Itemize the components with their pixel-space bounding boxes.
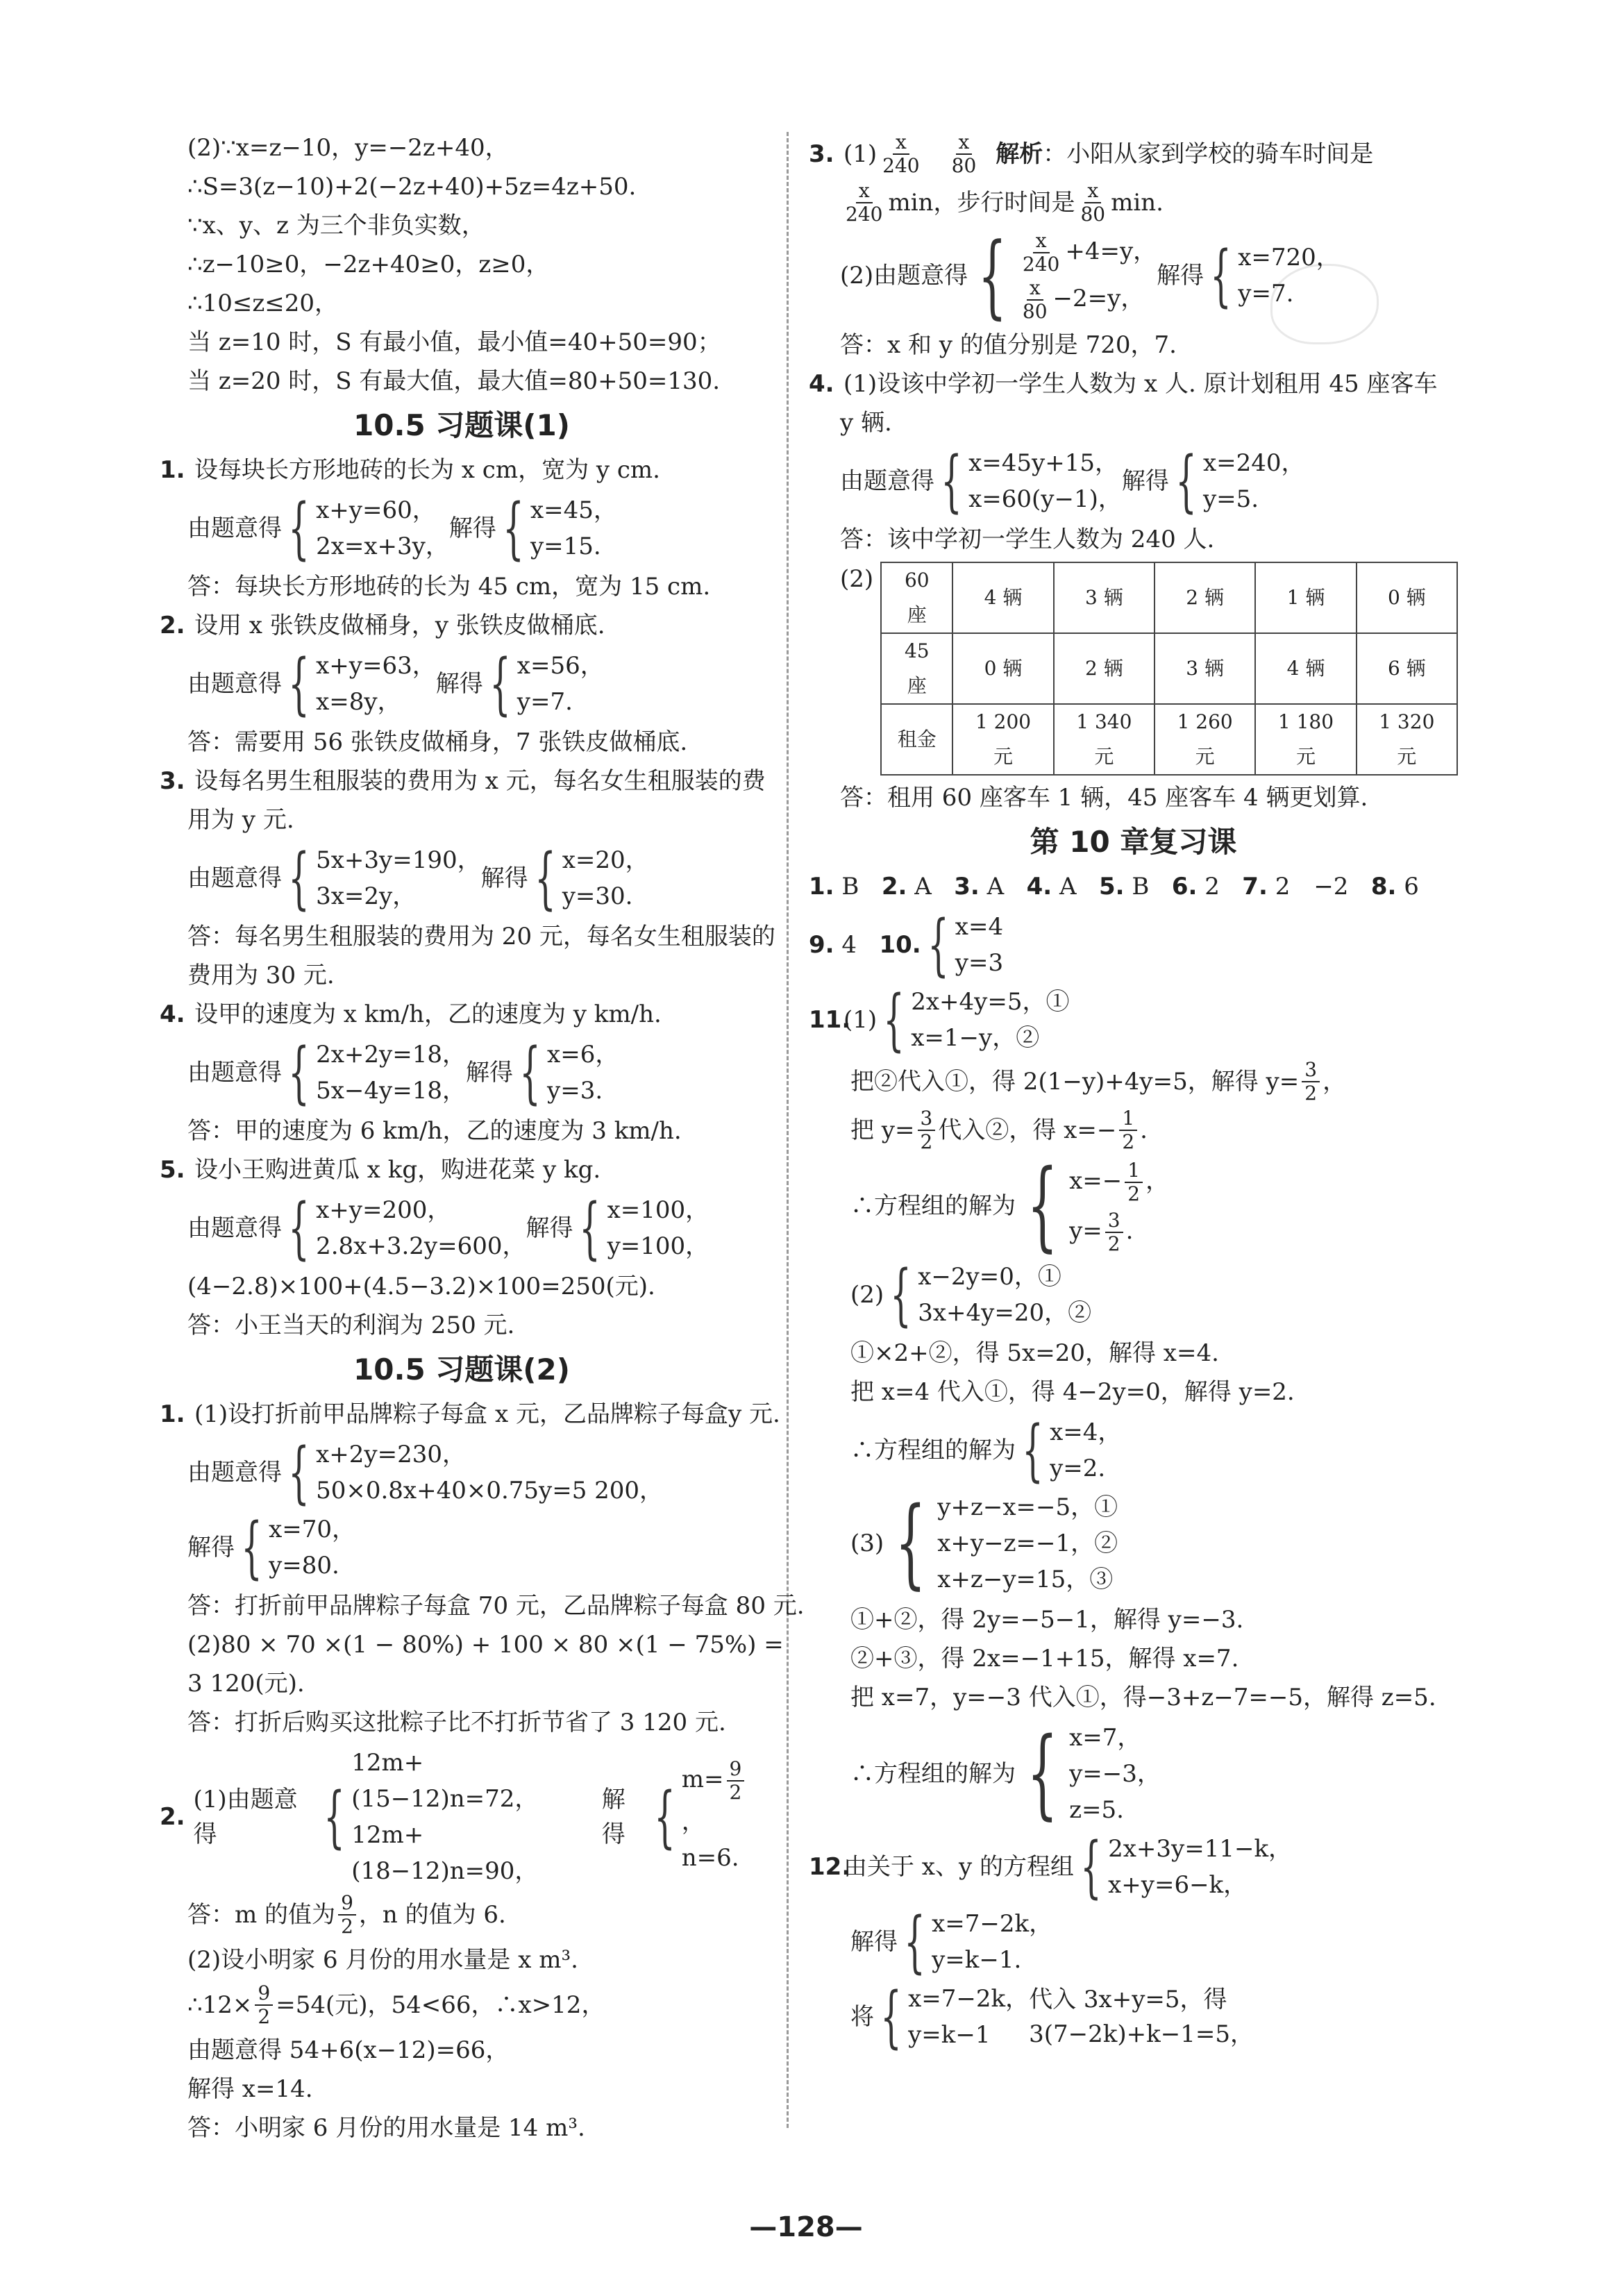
equation-system: 由题意得 { x+y=60， 2x=x+3y， 解得 { x=45， y=15.	[187, 489, 617, 567]
r-question-4-cont: y 辆.	[840, 409, 892, 437]
rental-table-row: (2) 60 座 4 辆 3 辆 2 辆 1 辆 0 辆 45 座 0 辆 2 辆 3 辆 4 辆 6 辆 租金 1 200 元 1 340 元 1 260 元 1 180 元 1 320 元	[809, 562, 1458, 776]
intro-line: ∴z−10≥0，−2z+40≥0，z≥0，	[187, 251, 550, 278]
column-divider	[787, 132, 789, 2128]
calc-line: ①×2+②，得 5x=20，解得 x=4.	[850, 1339, 1219, 1367]
calc-line: 解得 x=14.	[187, 2075, 313, 2103]
question-3: 3. 设每名男生租服装的费用为 x 元，每名女生租服装的费	[160, 767, 766, 795]
q12: 12. 由关于 x、y 的方程组 { 2x+3y=11−k， x+y=6−k，	[809, 1828, 1293, 1906]
question-3-cont: 用为 y 元.	[187, 806, 294, 834]
answer-line: 答：小明家 6 月份的用水量是 14 m³.	[187, 2114, 585, 2142]
calc-line: (2)设小明家 6 月份的用水量是 x m³.	[187, 1946, 578, 1974]
intro-line: 当 z=10 时，S 有最小值，最小值=40+50=90；	[187, 328, 721, 356]
solution-system: ∴方程组的解为 { x=4， y=2.	[850, 1411, 1122, 1489]
answer-line: 答：打折后购买这批粽子比不打折节省了 3 120 元.	[187, 1709, 726, 1736]
fraction: $\frac{3}{2}$	[918, 1107, 936, 1153]
fraction: $\frac{9}{2}$	[338, 1892, 356, 1938]
r-question-4: 4. (1)设该中学初一学生人数为 x 人. 原计划租用 45 座客车	[809, 370, 1438, 398]
substitution-line: 将 { x=7−2k， y=k−1 代入 3x+y=5，得 3(7−2k)+k−1=5，	[850, 1978, 1254, 2056]
fraction: $\frac{9}{2}$	[727, 1758, 745, 1804]
q11-part1: 11. (1) { 2x+4y=5，① x=1−y，②	[809, 981, 1070, 1059]
fraction: $\frac{3}{2}$	[1302, 1059, 1320, 1105]
answer-line: 答：打折前甲品牌粽子每盒 70 元，乙品牌粽子每盒 80 元.	[187, 1592, 805, 1620]
q11-part3: (3) { y+z−x=−5，① x+y−z=−1，② x+z−y=15，③	[850, 1486, 1118, 1600]
calc-line: ∴12× $\frac{9}{2}$ =54(元)，54<66，∴x>12，	[187, 1981, 605, 2028]
section-title: 第 10 章复习课	[1030, 825, 1237, 859]
answer-line: 答：m 的值为 $\frac{9}{2}$ ，n 的值为 6.	[187, 1891, 506, 1938]
calc-line: 把 y= $\frac{3}{2}$ 代入②，得 x=− $\frac{1}{2}$ .	[850, 1107, 1148, 1153]
table-row: 租金 1 200 元 1 340 元 1 260 元 1 180 元 1 320 元	[881, 704, 1457, 775]
table-row: 45 座 0 辆 2 辆 3 辆 4 辆 6 辆	[881, 633, 1457, 704]
question-2: 2. 设用 x 张铁皮做桶身，y 张铁皮做桶底.	[160, 612, 605, 639]
fraction: $\frac{3}{2}$	[1105, 1209, 1123, 1255]
equation-system: (2)由题意得 { $\frac{x}{240}$ +4=y， $\frac{x}{80}$ −2=y， 解得 { x=720， y=7.	[840, 223, 1340, 328]
solution-system: ∴方程组的解为 { x=− $\frac{1}{2}$ ， y= $\frac{3}{2}$ .	[850, 1149, 1170, 1262]
equation-system: 由题意得 { 5x+3y=190， 3x=2y， 解得 { x=20， y=30.	[187, 839, 649, 917]
calc-line: (4−2.8)×100+(4.5−3.2)×100=250(元).	[187, 1273, 655, 1300]
calc-line: (2)80 × 70 ×(1 − 80%) + 100 × 80 ×(1 − 75%) =	[187, 1631, 784, 1659]
question-4: 4. 设甲的速度为 x km/h，乙的速度为 y km/h.	[160, 1000, 662, 1028]
intro-line: ∵x、y、z 为三个非负实数，	[187, 212, 485, 240]
fraction: $\frac{x}{80}$	[951, 131, 977, 177]
equation-system: 由题意得 { 2x+2y=18， 5x−4y=18， 解得 { x=6， y=3.	[187, 1034, 619, 1112]
fraction: $\frac{x}{240}$	[882, 131, 920, 177]
intro-line: ∴10≤z≤20，	[187, 290, 339, 317]
equation-system: 由题意得 { x+y=200， 2.8x+3.2y=600， 解得 { x=100， y=100，	[187, 1189, 710, 1267]
fraction: $\frac{9}{2}$	[255, 1982, 273, 2028]
q9-q10: 9. 4 10. { x=4 y=3	[809, 906, 1004, 984]
question-1: 1. 设每块长方形地砖的长为 x cm，宽为 y cm.	[160, 456, 660, 484]
equation-system: 由题意得 { x+y=63， x=8y， 解得 { x=56， y=7.	[187, 645, 604, 723]
right-column	[809, 128, 1458, 2056]
fraction: $\frac{1}{2}$	[1125, 1159, 1143, 1205]
equation-system: 由题意得 { x=45y+15， x=60(y−1)， 解得 { x=240， y=5.	[840, 442, 1305, 520]
fraction: $\frac{x}{240}$	[1022, 229, 1060, 276]
intro-line: 当 z=20 时，S 有最大值，最大值=80+50=130.	[187, 367, 721, 395]
left-column	[156, 128, 805, 2147]
calc-line: 3 120(元).	[187, 1670, 305, 1698]
answer-line: 答：租用 60 座客车 1 辆，45 座客车 4 辆更划算.	[840, 784, 1368, 812]
intro-line: (2)∵x=z−10，y=−2z+40，	[187, 134, 509, 162]
calc-line: ①+②，得 2y=−5−1，解得 y=−3.	[850, 1606, 1244, 1634]
calc-line: 把②代入①，得 2(1−y)+4y=5，解得 y= $\frac{3}{2}$ ，	[850, 1058, 1347, 1105]
answer-line: 答：需要用 56 张铁皮做桶身，7 张铁皮做桶底.	[187, 728, 688, 756]
s2-question-1: 1. (1)设打折前甲品牌粽子每盒 x 元，乙品牌粽子每盒y 元.	[160, 1400, 780, 1428]
fraction: $\frac{x}{80}$	[1080, 179, 1106, 226]
question-5: 5. 设小王购进黄瓜 x kg，购进花菜 y kg.	[160, 1156, 601, 1184]
s2-question-2: 2. (1)由题意得 { 12m+(15−12)n=72， 12m+(18−12)n=90， 解得 { m= $\frac{9}{2}$ ， n=6.	[156, 1745, 767, 1889]
table-row: 60 座 4 辆 3 辆 2 辆 1 辆 0 辆	[881, 562, 1457, 633]
fraction: $\frac{x}{240}$	[846, 179, 883, 226]
r-question-3: 3. (1) $\frac{x}{240}$ $\frac{x}{80}$ 解析 ：小阳从家到学校的骑车时间是	[809, 131, 1374, 177]
section-title: 10.5 习题课(2)	[353, 1352, 570, 1386]
answer-line: 答：每块长方形地砖的长为 45 cm，宽为 15 cm.	[187, 573, 711, 601]
calc-line: 把 x=7，y=−3 代入①，得−3+z−7=−5，解得 z=5.	[850, 1684, 1436, 1711]
answer-line: 答：小王当天的利润为 250 元.	[187, 1312, 515, 1339]
calc-line: ②+③，得 2x=−1+15，解得 x=7.	[850, 1645, 1239, 1673]
fraction: $\frac{1}{2}$	[1119, 1107, 1137, 1153]
answer-line: 答：甲的速度为 6 km/h，乙的速度为 3 km/h.	[187, 1117, 682, 1145]
answer-line: 答：每名男生租服装的费用为 20 元，每名女生租服装的	[187, 923, 775, 950]
answer-line: 费用为 30 元.	[187, 962, 335, 989]
calc-line: 把 x=4 代入①，得 4−2y=0，解得 y=2.	[850, 1378, 1295, 1406]
multiple-choice-answers: 1. B 2. A 3. A 4. A 5. B 6. 2 7. 2 −2 8. 6	[809, 873, 1419, 900]
solution-system: 解得 { x=70， y=80.	[187, 1509, 356, 1586]
calc-line: 由题意得 54+6(x−12)=66，	[187, 2036, 510, 2064]
page-number: —128—	[749, 2211, 863, 2243]
analysis-line: $\frac{x}{240}$ min，步行时间是 $\frac{x}{80}$ min.	[809, 180, 1458, 226]
rental-table	[880, 562, 1458, 776]
equation-system: 由题意得 { x+2y=230， 50×0.8x+40×0.75y=5 200，	[187, 1434, 664, 1511]
q11-part2: (2) { x−2y=0，① 3x+4y=20，②	[850, 1256, 1092, 1334]
analysis-label: 解析	[996, 140, 1043, 168]
answer-line: 答：x 和 y 的值分别是 720，7.	[840, 331, 1177, 359]
answer-line: 答：该中学初一学生人数为 240 人.	[840, 526, 1215, 553]
solution-system: ∴方程组的解为 { x=7， y=−3， z=5.	[850, 1717, 1161, 1830]
section-title: 10.5 习题课(1)	[353, 408, 570, 442]
intro-line: ∴S=3(z−10)+2(−2z+40)+5z=4z+50.	[187, 173, 637, 201]
fraction: $\frac{x}{80}$	[1022, 276, 1048, 323]
solution-system: 解得 { x=7−2k， y=k−1.	[850, 1903, 1053, 1981]
